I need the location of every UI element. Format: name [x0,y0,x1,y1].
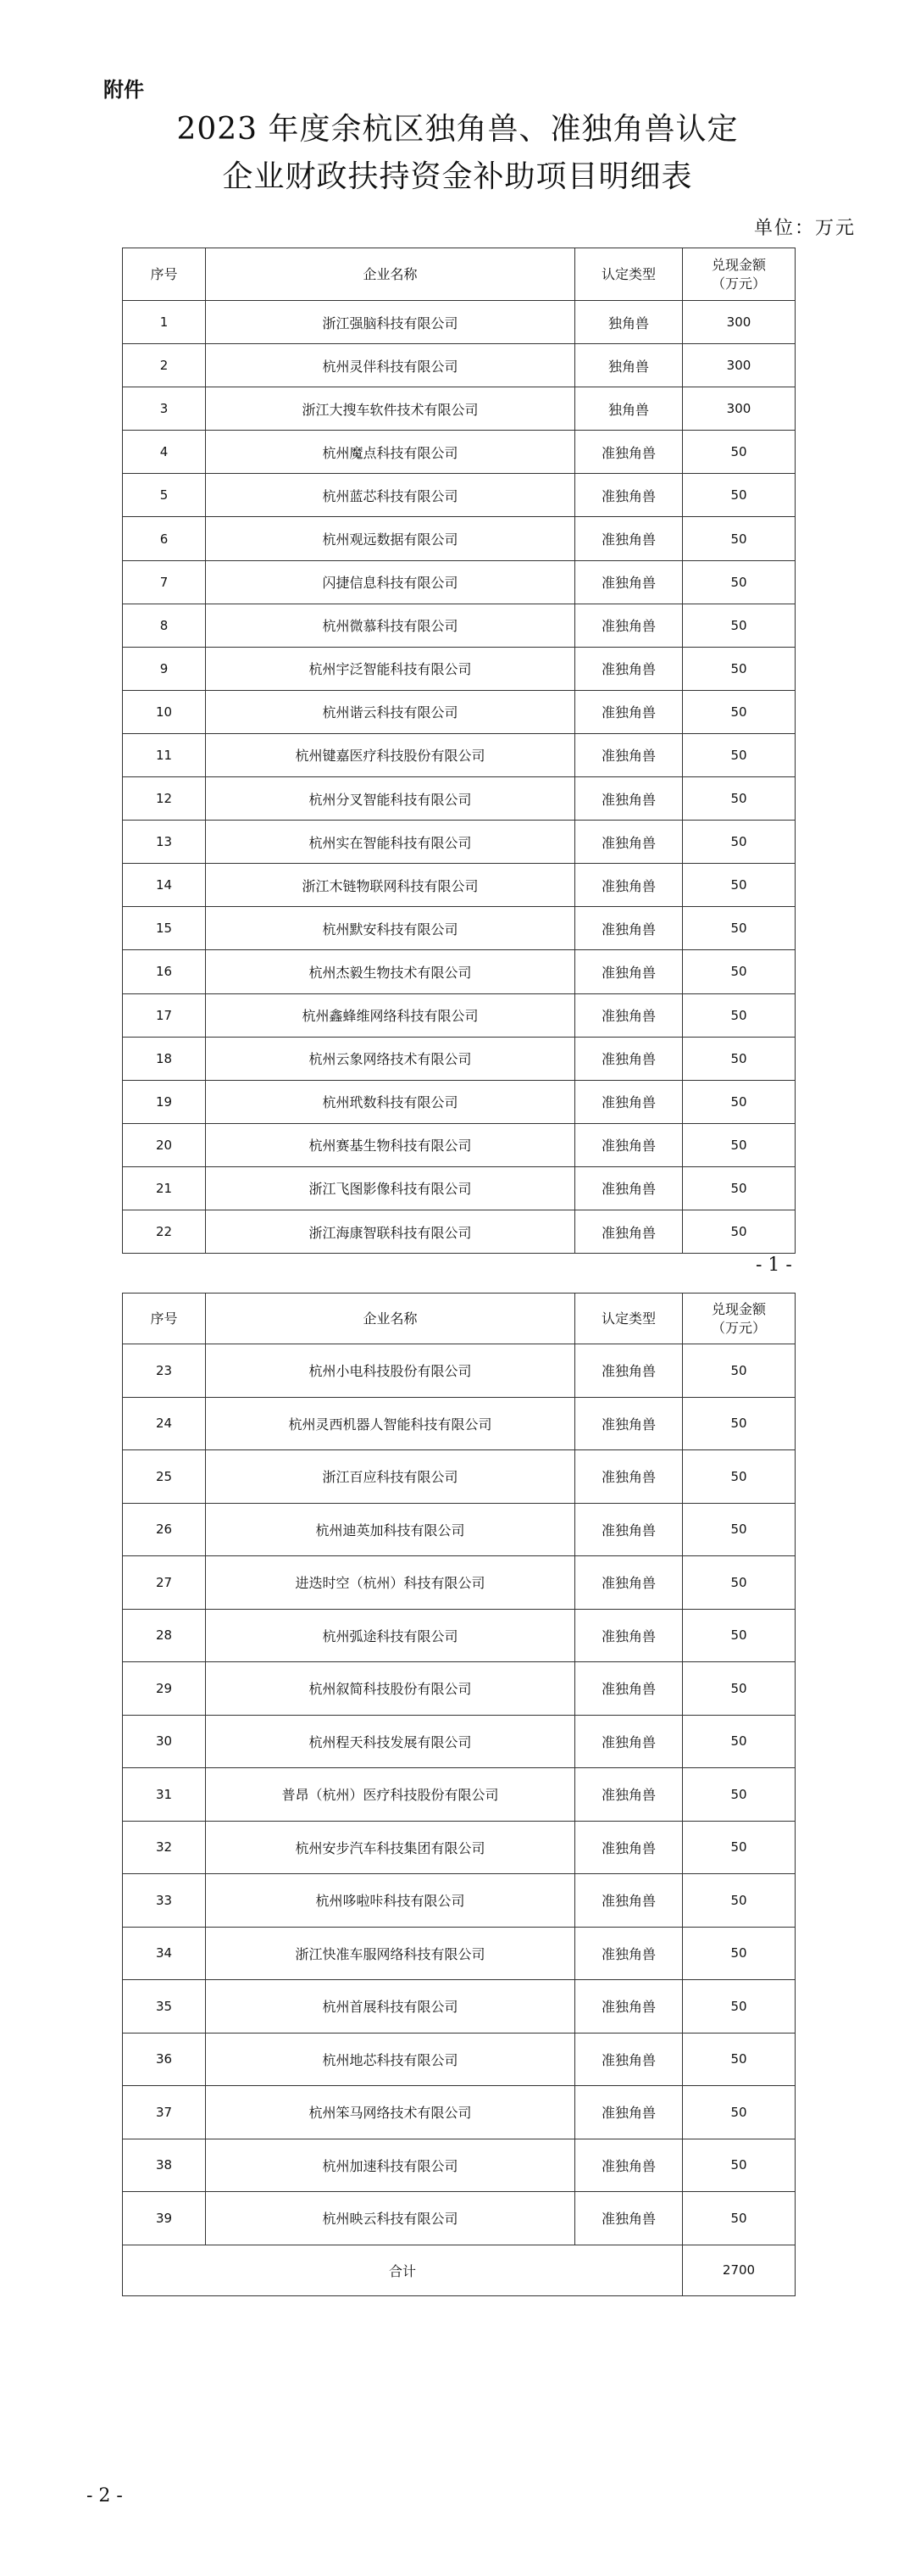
row-amount: 50 [683,2192,796,2245]
row-no: 11 [123,733,206,776]
table-row [123,1123,796,1166]
table-row [123,993,796,1037]
row-type: 准独角兽 [575,1080,683,1123]
header-amount-line2: （万元） [711,275,766,292]
table-row [123,2192,796,2245]
table-row [123,1210,796,1253]
table-header-row [123,248,796,301]
row-amount: 50 [683,907,796,950]
row-company-name: 杭州灵伴科技有限公司 [206,344,575,387]
row-no: 4 [123,431,206,474]
row-company-name: 杭州默安科技有限公司 [206,907,575,950]
row-company-name: 杭州玳数科技有限公司 [206,1080,575,1123]
document-title-line2: 企业财政扶持资金补助项目明细表 [222,159,693,194]
table-row [123,647,796,690]
table-body-page1 [123,301,796,1254]
row-no: 36 [123,2033,206,2086]
subsidy-table-page1 [122,248,796,1254]
row-type: 准独角兽 [575,431,683,474]
row-type: 准独角兽 [575,1397,683,1450]
row-amount: 50 [683,777,796,821]
row-company-name: 浙江海康智联科技有限公司 [206,1210,575,1253]
row-amount: 50 [683,474,796,517]
row-type: 准独角兽 [575,647,683,690]
row-company-name: 杭州安步汽车科技集团有限公司 [206,1821,575,1874]
table-row [123,2033,796,2086]
row-amount: 50 [683,1609,796,1662]
row-type: 准独角兽 [575,1450,683,1504]
row-no: 33 [123,1874,206,1928]
unit-label: 单位：万元 [753,218,856,239]
row-company-name: 杭州实在智能科技有限公司 [206,821,575,864]
header-amount-line1: 兑现金额 [711,256,766,273]
row-amount: 50 [683,517,796,560]
row-company-name: 浙江大搜车软件技术有限公司 [206,387,575,431]
table-row [123,387,796,431]
row-type: 准独角兽 [575,690,683,733]
table-row [123,1037,796,1080]
header-type: 认定类型 [575,248,683,301]
table-row [123,1503,796,1556]
table-row [123,907,796,950]
row-company-name: 杭州地芯科技有限公司 [206,2033,575,2086]
row-no: 18 [123,1037,206,1080]
row-type: 独角兽 [575,344,683,387]
row-no: 10 [123,690,206,733]
row-amount: 50 [683,821,796,864]
table-row [123,604,796,647]
row-company-name: 杭州魔点科技有限公司 [206,431,575,474]
table-row [123,777,796,821]
row-type: 准独角兽 [575,1166,683,1210]
header-type: 认定类型 [575,1294,683,1344]
row-no: 13 [123,821,206,864]
row-amount: 50 [683,1662,796,1716]
row-company-name: 杭州迪英加科技有限公司 [206,1503,575,1556]
table-row [123,1080,796,1123]
table-row [123,560,796,604]
header-amount-line2: （万元） [711,1319,766,1336]
row-company-name: 杭州键嘉医疗科技股份有限公司 [206,733,575,776]
table-row [123,1768,796,1822]
total-label: 合计 [123,2245,683,2295]
row-amount: 50 [683,647,796,690]
table-row [123,1874,796,1928]
row-company-name: 杭州首展科技有限公司 [206,1980,575,2034]
table-row [123,2086,796,2139]
row-no: 37 [123,2086,206,2139]
table-row [123,1980,796,2034]
table-row [123,1821,796,1874]
row-amount: 50 [683,1821,796,1874]
row-no: 35 [123,1980,206,2034]
header-no: 序号 [123,1294,206,1344]
row-type: 准独角兽 [575,1503,683,1556]
row-type: 准独角兽 [575,1715,683,1768]
row-no: 20 [123,1123,206,1166]
row-amount: 50 [683,993,796,1037]
row-amount: 50 [683,1080,796,1123]
row-no: 2 [123,344,206,387]
total-row [123,2245,796,2295]
row-company-name: 杭州哆啦咔科技有限公司 [206,1874,575,1928]
table-header-row [123,1294,796,1344]
page-number-1: - 1 - [756,1255,792,1276]
table-row [123,1927,796,1980]
row-amount: 50 [683,1123,796,1166]
row-type: 准独角兽 [575,821,683,864]
row-amount: 50 [683,1344,796,1398]
row-type: 独角兽 [575,301,683,344]
row-no: 31 [123,1768,206,1822]
table-row [123,1609,796,1662]
row-type: 准独角兽 [575,907,683,950]
row-company-name: 浙江强脑科技有限公司 [206,301,575,344]
row-amount: 50 [683,1037,796,1080]
row-no: 9 [123,647,206,690]
row-no: 23 [123,1344,206,1398]
row-amount: 50 [683,733,796,776]
table-row [123,733,796,776]
row-type: 准独角兽 [575,993,683,1037]
row-company-name: 杭州加速科技有限公司 [206,2139,575,2192]
row-no: 24 [123,1397,206,1450]
row-company-name: 杭州鑫蜂维网络科技有限公司 [206,993,575,1037]
row-company-name: 杭州小电科技股份有限公司 [206,1344,575,1398]
row-company-name: 杭州宇泛智能科技有限公司 [206,647,575,690]
row-amount: 50 [683,1397,796,1450]
row-amount: 50 [683,2033,796,2086]
row-company-name: 杭州笨马网络技术有限公司 [206,2086,575,2139]
row-type: 准独角兽 [575,1556,683,1610]
row-amount: 300 [683,301,796,344]
row-amount: 50 [683,2086,796,2139]
table-row [123,474,796,517]
row-company-name: 杭州微慕科技有限公司 [206,604,575,647]
row-amount: 50 [683,950,796,993]
row-company-name: 普昂（杭州）医疗科技股份有限公司 [206,1768,575,1822]
row-company-name: 杭州杰毅生物技术有限公司 [206,950,575,993]
attachment-label: 附件 [103,78,144,102]
row-type: 准独角兽 [575,1821,683,1874]
row-amount: 50 [683,1927,796,1980]
row-type: 准独角兽 [575,1980,683,2034]
row-no: 32 [123,1821,206,1874]
row-no: 30 [123,1715,206,1768]
table-row [123,1662,796,1716]
row-company-name: 杭州蓝芯科技有限公司 [206,474,575,517]
header-amount-line1: 兑现金额 [711,1300,766,1317]
subsidy-table-page2 [122,1293,796,2296]
row-type: 独角兽 [575,387,683,431]
table-row [123,864,796,907]
table-row [123,344,796,387]
table-row [123,517,796,560]
row-type: 准独角兽 [575,2033,683,2086]
row-amount: 50 [683,560,796,604]
row-type: 准独角兽 [575,1344,683,1398]
table-body-page2 [123,1344,796,2245]
table-row [123,1556,796,1610]
row-no: 7 [123,560,206,604]
row-type: 准独角兽 [575,1123,683,1166]
row-amount: 50 [683,1980,796,2034]
document-title-line1: 2023 年度余杭区独角兽、准独角兽认定 [176,112,739,147]
row-no: 14 [123,864,206,907]
row-no: 17 [123,993,206,1037]
row-amount: 50 [683,1166,796,1210]
row-amount: 50 [683,1715,796,1768]
row-no: 5 [123,474,206,517]
row-no: 21 [123,1166,206,1210]
table-row [123,1344,796,1398]
row-company-name: 杭州程天科技发展有限公司 [206,1715,575,1768]
row-no: 34 [123,1927,206,1980]
row-company-name: 浙江百应科技有限公司 [206,1450,575,1504]
row-company-name: 杭州映云科技有限公司 [206,2192,575,2245]
row-amount: 50 [683,690,796,733]
row-company-name: 杭州叙简科技股份有限公司 [206,1662,575,1716]
table-row [123,301,796,344]
row-type: 准独角兽 [575,560,683,604]
row-type: 准独角兽 [575,1662,683,1716]
row-company-name: 杭州云象网络技术有限公司 [206,1037,575,1080]
row-type: 准独角兽 [575,1609,683,1662]
row-type: 准独角兽 [575,1768,683,1822]
row-no: 3 [123,387,206,431]
row-amount: 50 [683,1503,796,1556]
row-amount: 50 [683,1210,796,1253]
row-no: 22 [123,1210,206,1253]
row-no: 12 [123,777,206,821]
row-type: 准独角兽 [575,733,683,776]
row-amount: 50 [683,604,796,647]
row-company-name: 杭州谐云科技有限公司 [206,690,575,733]
row-amount: 50 [683,1556,796,1610]
row-type: 准独角兽 [575,777,683,821]
row-amount: 50 [683,431,796,474]
row-company-name: 浙江木链物联网科技有限公司 [206,864,575,907]
row-no: 15 [123,907,206,950]
row-type: 准独角兽 [575,950,683,993]
row-amount: 50 [683,1874,796,1928]
row-type: 准独角兽 [575,2139,683,2192]
row-amount: 50 [683,1450,796,1504]
row-company-name: 浙江飞图影像科技有限公司 [206,1166,575,1210]
row-company-name: 杭州分叉智能科技有限公司 [206,777,575,821]
row-amount: 300 [683,344,796,387]
row-type: 准独角兽 [575,864,683,907]
header-name: 企业名称 [206,1294,575,1344]
header-no: 序号 [123,248,206,301]
row-company-name: 杭州灵西机器人智能科技有限公司 [206,1397,575,1450]
table-row [123,1450,796,1504]
row-no: 25 [123,1450,206,1504]
row-type: 准独角兽 [575,1037,683,1080]
table-row [123,1166,796,1210]
row-no: 29 [123,1662,206,1716]
table-row [123,821,796,864]
row-company-name: 杭州观远数据有限公司 [206,517,575,560]
row-no: 26 [123,1503,206,1556]
row-company-name: 杭州弧途科技有限公司 [206,1609,575,1662]
row-no: 16 [123,950,206,993]
row-company-name: 闪捷信息科技有限公司 [206,560,575,604]
row-no: 28 [123,1609,206,1662]
row-no: 19 [123,1080,206,1123]
row-type: 准独角兽 [575,1874,683,1928]
row-type: 准独角兽 [575,474,683,517]
table-row [123,2139,796,2192]
row-amount: 50 [683,864,796,907]
row-type: 准独角兽 [575,517,683,560]
row-no: 27 [123,1556,206,1610]
table-row [123,1715,796,1768]
row-amount: 50 [683,1768,796,1822]
total-amount: 2700 [683,2245,796,2295]
row-no: 8 [123,604,206,647]
row-amount: 300 [683,387,796,431]
row-no: 6 [123,517,206,560]
header-amount [683,248,796,301]
row-no: 39 [123,2192,206,2245]
page-number-2: - 2 - [86,2485,123,2506]
row-type: 准独角兽 [575,2192,683,2245]
row-no: 1 [123,301,206,344]
table-row [123,950,796,993]
header-amount [683,1294,796,1344]
header-name: 企业名称 [206,248,575,301]
row-type: 准独角兽 [575,1210,683,1253]
row-amount: 50 [683,2139,796,2192]
row-type: 准独角兽 [575,1927,683,1980]
table-row [123,431,796,474]
row-type: 准独角兽 [575,2086,683,2139]
table-row [123,690,796,733]
row-type: 准独角兽 [575,604,683,647]
row-no: 38 [123,2139,206,2192]
table-row [123,1397,796,1450]
row-company-name: 进迭时空（杭州）科技有限公司 [206,1556,575,1610]
row-company-name: 杭州赛基生物科技有限公司 [206,1123,575,1166]
row-company-name: 浙江快准车服网络科技有限公司 [206,1927,575,1980]
